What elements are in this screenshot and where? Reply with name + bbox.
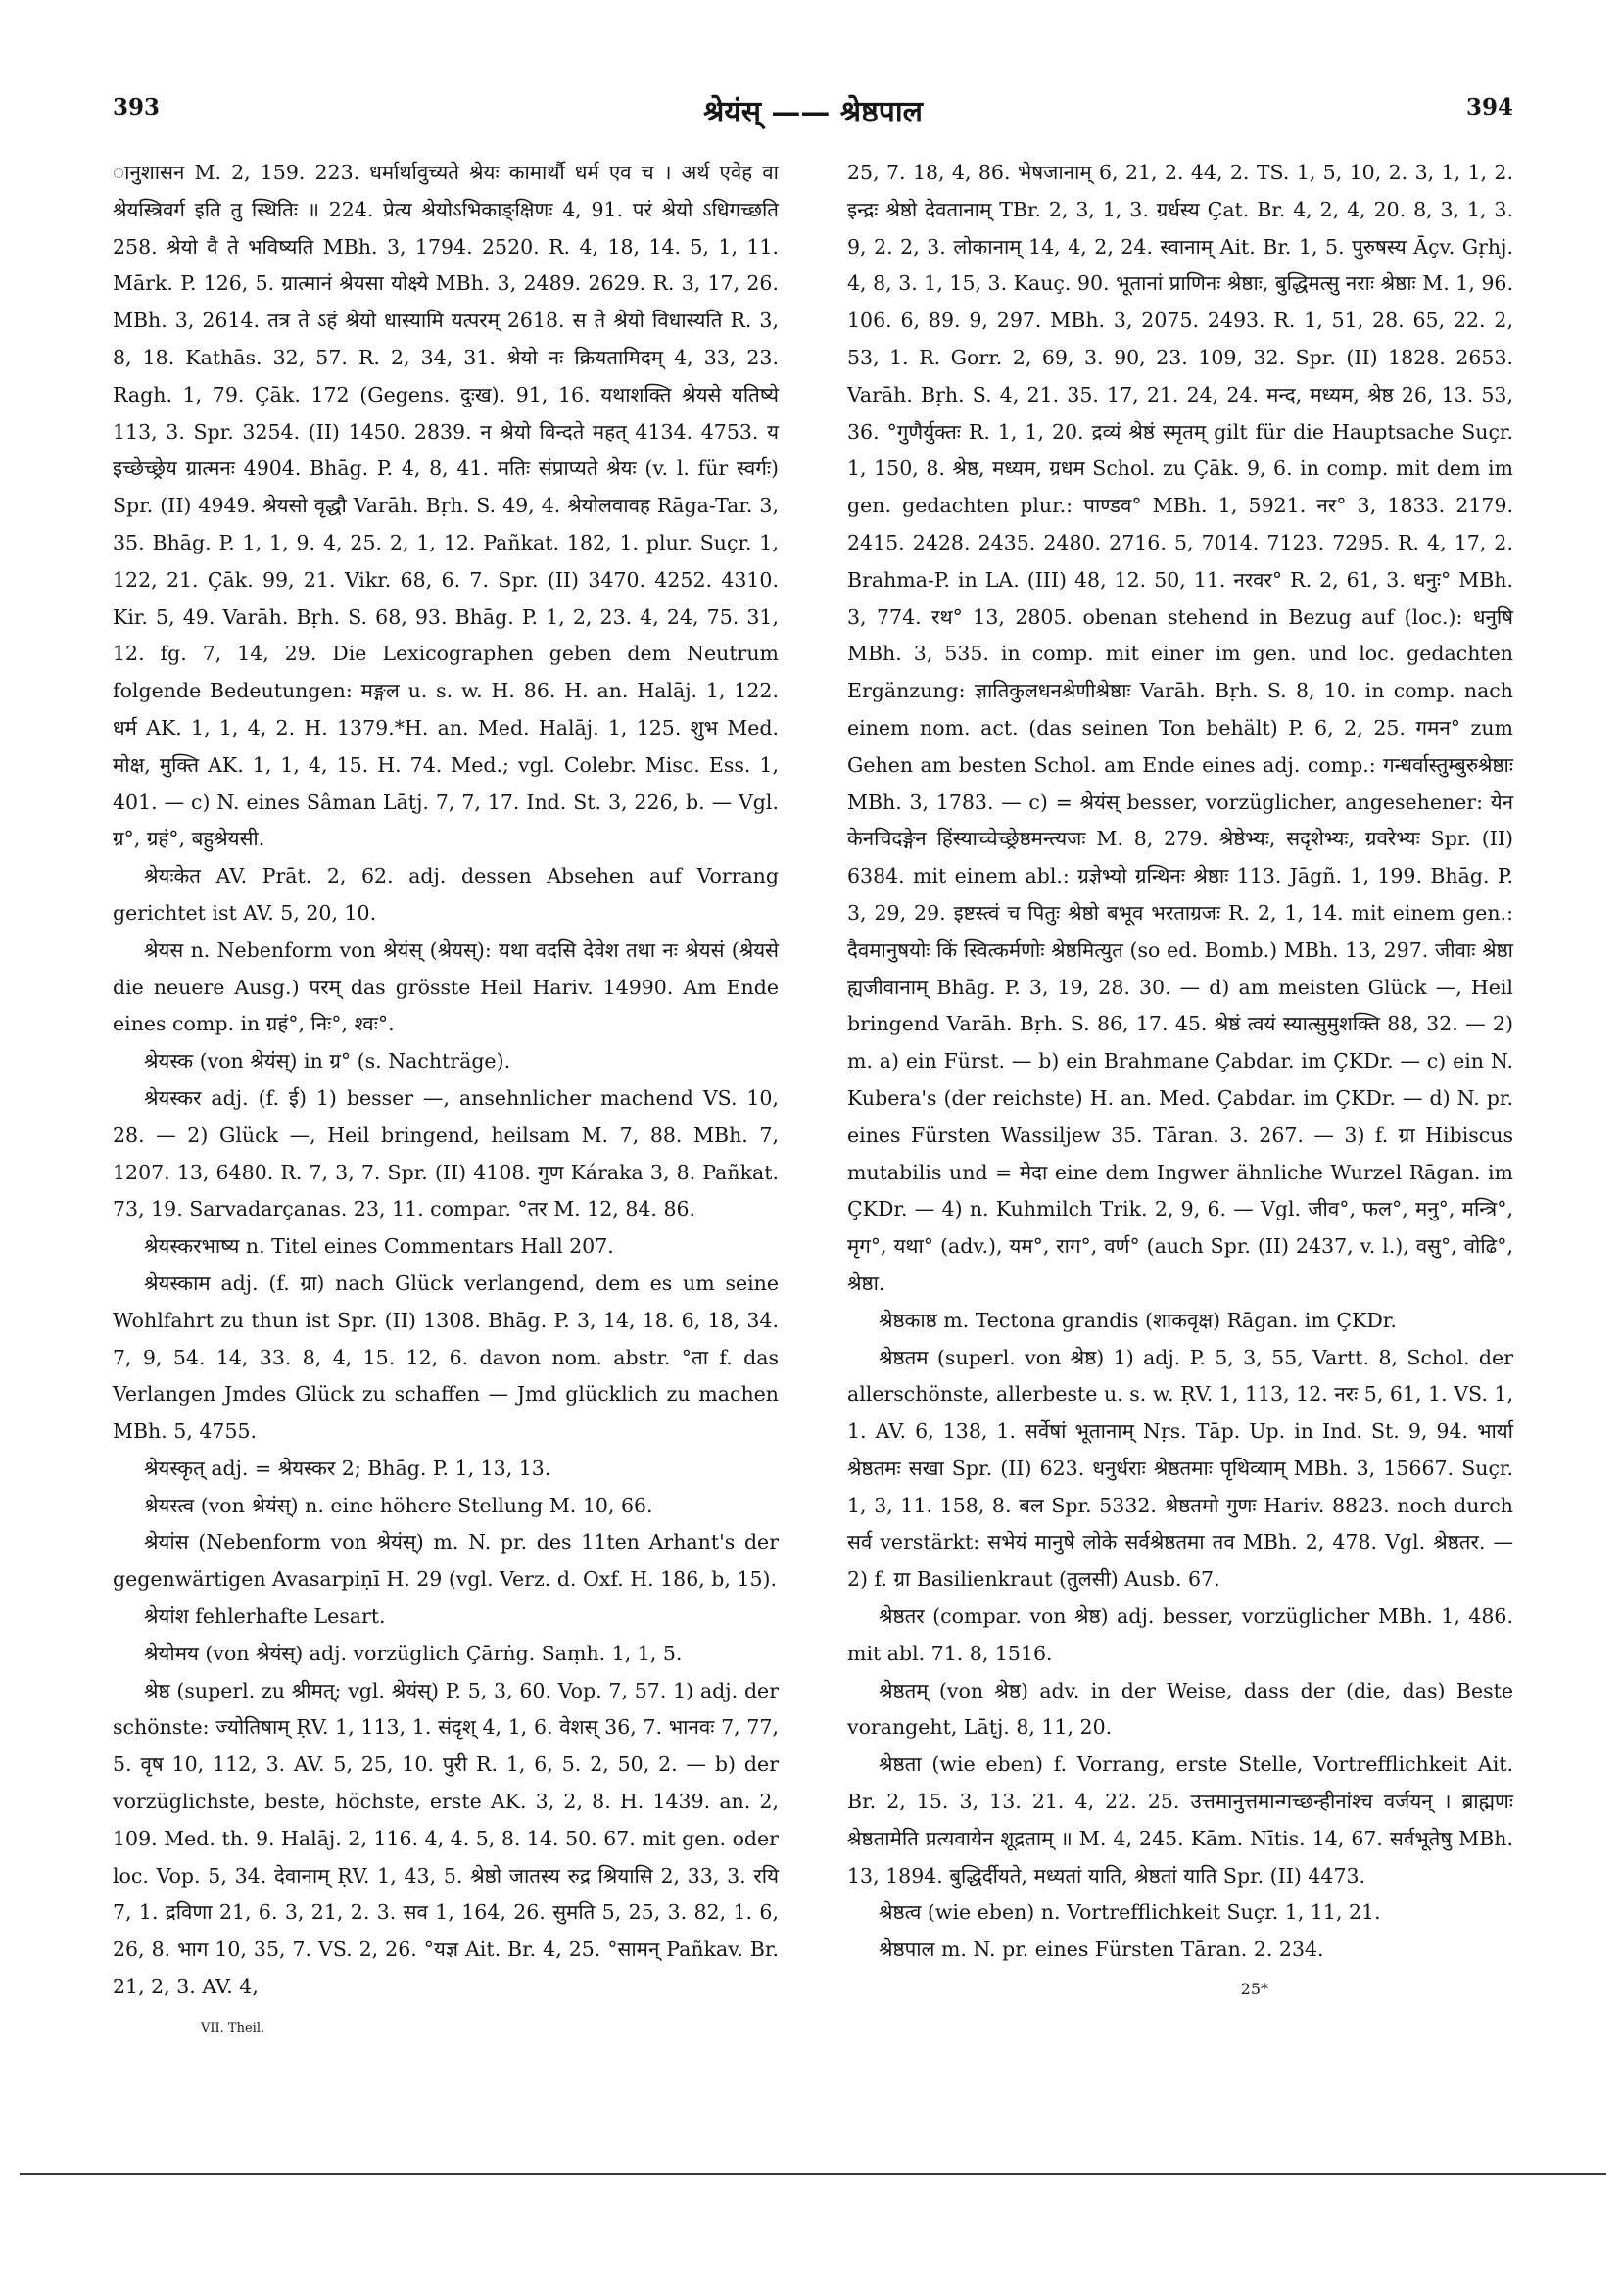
entry-shreyaskrit: श्रेयस्कृत् adj. = श्रेयस्कर 2; Bhāg. P. 1, 13, 13. bbox=[144, 1456, 551, 1480]
entry-shreyamsa: श्रेयांस (Nebenform von श्रेयंस्) m. N. pr. des 11ten Arhant's der gegenwärtigen Avasarpiṇī H. 29 (vgl. Verz. d. Oxf. H. 186, b, 15). bbox=[113, 1530, 779, 1592]
entry-shreyastva: श्रेयस्त्व (von श्रेयंस्) n. eine höhere Stellung M. 10, 66. bbox=[144, 1493, 653, 1517]
entry-shreyaskama: श्रेयस्काम adj. (f. ग्रा) nach Glück verlangend, dem es um seine Wohlfahrt zu thun ist Spr. (II) 1308. Bhāg. P. 3, 14, 18. 6, 18, 34. 7, 9, 54. 14, 33. 8, 4, 15. 12, 6. davon nom. abstr. °ता f. das Verlangen Jmdes Glück zu schaffen — Jmd glücklich zu machen MBh. 5, 4755. bbox=[113, 1270, 779, 1444]
entry-shreyomaya: श्रेयोमय (von श्रेयंस्) adj. vorzüglich Çārṅg. Saṃh. 1, 1, 5. bbox=[144, 1641, 683, 1665]
entry-shreyamsha: श्रेयांश fehlerhafte Lesart. bbox=[144, 1604, 386, 1629]
page-number-left: 393 bbox=[113, 94, 161, 120]
running-title: श्रेयंस् —— श्रेष्ठपाल bbox=[703, 95, 923, 129]
entry-shreshthapala: श्रेष्ठपाल m. N. pr. eines Fürsten Tāran. 2. 234. bbox=[879, 1937, 1324, 1962]
signature-number: 25* bbox=[1240, 1980, 1268, 1999]
entry-shreshthata: श्रेष्ठता (wie eben) f. Vorrang, erste Stelle, Vortrefflichkeit Ait. Br. 2, 15. 3, 13. 21. 4, 22. 25. उत्तमानुत्तमान्गच्छन्हीनांश्च वर्जयन् । ब्राह्मणः श्रेष्ठतामेति प्रत्यवायेन शूद्रताम् ॥ M. 4, 245. Kām. Nītis. 14, 67. सर्वभूतेषु MBh. 13, 1894. बुद्धिर्दीयते, मध्यतां याति, श्रेष्ठतां याति Spr. (II) 4473. bbox=[847, 1752, 1513, 1888]
right-column bbox=[847, 155, 1513, 2008]
entry-shreshthatva: श्रेष्ठत्व (wie eben) n. Vortrefflichkeit Suçr. 1, 11, 21. bbox=[879, 1900, 1381, 1925]
page-header bbox=[113, 94, 1513, 153]
page-number-right: 394 bbox=[1465, 94, 1513, 120]
entry-shreshthatara: श्रेष्ठतर (compar. von श्रेष्ठ) adj. besser, vorzüglicher MBh. 1, 486. mit abl. 71. 8, 1516. bbox=[847, 1604, 1513, 1665]
entry-shreshtha: श्रेष्ठ (superl. zu श्रीमत्; vgl. श्रेयंस्) P. 5, 3, 60. Vop. 7, 57. 1) adj. der schönste: ज्योतिषाम् ṚV. 1, 113, 1. संदृश् 4, 1, 6. वेशस् 36, 7. भानवः 7, 77, 5. वृष 10, 112, 3. AV. 5, 25, 10. पुरी R. 1, 6, 5. 2, 50, 2. — b) der vorzüglichste, beste, höchste, erste AK. 3, 2, 8. H. 1439. an. 2, 109. Med. th. 9. Halāj. 2, 116. 4, 4. 5, 8. 14. 50. 67. mit gen. oder loc. Vop. 5, 34. देवानाम् ṚV. 1, 43, 5. श्रेष्ठो जातस्य रुद्र श्रियासि 2, 33, 3. रयि 7, 1. द्रविणा 21, 6. 3, 21, 2. 3. सव 1, 164, 26. सुमति 5, 25, 3. 82, 1. 6, 26, 8. भाग 10, 35, 7. VS. 2, 26. °यज्ञ Ait. Br. 4, 25. °सामन् Pañkav. Br. 21, 2, 3. AV. 4, bbox=[113, 1678, 779, 1999]
entry-continuation: ानुशासन M. 2, 159. 223. धर्मार्थावुच्यते श्रेयः कामार्थौ धर्म एव च । अर्थ एवेह वा श्रेयस्त्रिवर्ग इति तु स्थितिः ॥ 224. प्रेत्य श्रेयोऽभिकाङ्क्षिणः 4, 91. परं श्रेयो ऽधिगच्छति 258. श्रेयो वै ते भविष्यति MBh. 3, 1794. 2520. R. 4, 18, 14. 5, 1, 11. Mārk. P. 126, 5. ग्रात्मानं श्रेयसा योक्ष्ये MBh. 3, 2489. 2629. R. 3, 17, 26. MBh. 3, 2614. तत्र ते ऽहं श्रेयो धास्यामि यत्परम् 2618. स ते श्रेयो विधास्यति R. 3, 8, 18. Kathās. 32, 57. R. 2, 34, 31. श्रेयो नः क्रियतामिदम् 4, 33, 23. Ragh. 1, 79. Çāk. 172 (Gegens. दुःख). 91, 16. यथाशक्ति श्रेयसे यतिष्ये 113, 3. Spr. 3254. (II) 1450. 2839. न श्रेयो विन्दते महत् 4134. 4753. य इच्छेच्छ्रेय ग्रात्मनः 4904. Bhāg. P. 4, 8, 41. मतिः संप्राप्यते श्रेयः (v. l. für स्वर्गः) Spr. (II) 4949. श्रेयसो वृद्धौ Varāh. Bṛh. S. 49, 4. श्रेयोलवावह Rāga-Tar. 3, 35. Bhāg. P. 1, 1, 9. 4, 25. 2, 1, 12. Pañkat. 182, 1. plur. Suçr. 1, 122, 21. Çāk. 99, 21. Vikr. 68, 6. 7. Spr. (II) 3470. 4252. 4310. Kir. 5, 49. Varāh. Bṛh. S. 68, 93. Bhāg. P. 1, 2, 23. 4, 24, 75. 31, 12. fg. 7, 14, 29. Die Lexicographen geben dem Neutrum folgende Bedeutungen: मङ्गल u. s. w. H. 86. H. an. Halāj. 1, 122. धर्म AK. 1, 1, 4, 2. H. 1379.*H. an. Med. Halāj. 1, 125. शुभ Med. मोक्ष, मुक्ति AK. 1, 1, 4, 15. H. 74. Med.; vgl. Colebr. Misc. Ess. 1, 401. — c) N. eines Sâman Lāṭj. 7, 7, 17. Ind. St. 3, 226, b. — Vgl. ग्र°, ग्रहं°, बहुश्रेयसी. bbox=[113, 161, 779, 851]
left-column bbox=[113, 155, 779, 2047]
signature-mark: VII. Theil. bbox=[201, 2020, 265, 2035]
bottom-rule bbox=[20, 2173, 1606, 2175]
entry-shreyasa: श्रेयस n. Nebenform von श्रेयंस् (श्रेयस्): यथा वदसि देवेश तथा नः श्रेयसं (श्रेयसे die neuere Ausg.) परम् das grösste Heil Hariv. 14990. Am Ende eines comp. in ग्रहं°, निः°, श्वः°. bbox=[113, 937, 779, 1036]
entry-shreyaska: श्रेयस्क (von श्रेयंस्) in ग्र° (s. Nachträge). bbox=[144, 1049, 511, 1074]
entry-shreyaskarabhashya: श्रेयस्करभाष्य n. Titel eines Commentars Hall 207. bbox=[144, 1234, 614, 1259]
entry-shreyahketa: श्रेयःकेत AV. Prāt. 2, 62. adj. dessen Absehen auf Vorrang gerichtet ist AV. 5, 20, 10. bbox=[113, 864, 779, 925]
entry-shreyaskara: श्रेयस्कर adj. (f. ई) 1) besser —, ansehnlicher machend VS. 10, 28. — 2) Glück —, Heil bringend, heilsam M. 7, 88. MBh. 7, 1207. 13, 6480. R. 7, 3, 7. Spr. (II) 4108. गुण Káraka 3, 8. Pañkat. 73, 19. Sarvadarçanas. 23, 11. compar. °तर M. 12, 84. 86. bbox=[113, 1085, 779, 1221]
entry-shreshthatam-adv: श्रेष्ठतम् (von श्रेष्ठ) adv. in der Weise, dass der (die, das) Beste vorangeht, Lāṭj. 8, 11, 20. bbox=[847, 1678, 1513, 1740]
entry-shreshthakashtha: श्रेष्ठकाष्ठ m. Tectona grandis (शाकवृक्ष) Rāgan. im ÇKDr. bbox=[879, 1308, 1397, 1332]
entry-shreshtha-continuation: 25, 7. 18, 4, 86. भेषजानाम् 6, 21, 2. 44, 2. TS. 1, 5, 10, 2. 3, 1, 1, 2. इन्द्रः श्रेष्ठो देवतानाम् TBr. 2, 3, 1, 3. ग्रर्धस्य Çat. Br. 4, 2, 4, 20. 8, 3, 1, 3. 9, 2. 2, 3. लोकानाम् 14, 4, 2, 24. स्वानाम् Ait. Br. 1, 5. पुरुषस्य Āçv. Gṛhj. 4, 8, 3. 1, 15, 3. Kauç. 90. भूतानां प्राणिनः श्रेष्ठाः, बुद्धिमत्सु नराः श्रेष्ठाः M. 1, 96. 106. 6, 89. 9, 297. MBh. 3, 2075. 2493. R. 1, 51, 28. 65, 22. 2, 53, 1. R. Gorr. 2, 69, 3. 90, 23. 109, 32. Spr. (II) 1828. 2653. Varāh. Bṛh. S. 4, 21. 35. 17, 21. 24, 24. मन्द, मध्यम, श्रेष्ठ 26, 13. 53, 36. °गुणैर्युक्तः R. 1, 1, 20. द्रव्यं श्रेष्ठं स्मृतम् gilt für die Hauptsache Suçr. 1, 150, 8. श्रेष्ठ, मध्यम, ग्रधम Schol. zu Çāk. 9, 6. in comp. mit dem im gen. gedachten plur.: पाण्डव° MBh. 1, 5921. नर° 3, 1833. 2179. 2415. 2428. 2435. 2480. 2716. 5, 7014. 7123. 7295. R. 4, 17, 2. Brahma-P. in LA. (III) 48, 12. 50, 11. नरवर° R. 2, 61, 3. धनुः° MBh. 3, 774. रथ° 13, 2805. obenan stehend in Bezug auf (loc.): धनुषि MBh. 3, 535. in comp. mit einer im gen. und loc. gedachten Ergänzung: ज्ञातिकुलधनश्रेणीश्रेष्ठाः Varāh. Bṛh. S. 8, 10. in comp. nach einem nom. act. (das seinen Ton behält) P. 6, 2, 25. गमन° zum Gehen am besten Schol. am Ende eines adj. comp.: गन्धर्वास्तुम्बुरुश्रेष्ठाः MBh. 3, 1783. — c) = श्रेयंस् besser, vorzüglicher, angesehener: येन केनचिदङ्गेन हिंस्याच्चेच्छ्रेष्ठमन्त्यजः M. 8, 279. श्रेष्ठेभ्यः, सदृशेभ्यः, ग्रवरेभ्यः Spr. (II) 6384. mit einem abl.: ग्रज्ञेभ्यो ग्रन्थिनः श्रेष्ठाः 113. Jāgñ. 1, 199. Bhāg. P. 3, 29, 29. इष्टस्त्वं च पितुः श्रेष्ठो बभूव भरताग्रजः R. 2, 1, 14. mit einem gen.: दैवमानुषयोः किं स्वित्कर्मणोः श्रेष्ठमित्युत (so ed. Bomb.) MBh. 13, 297. जीवाः श्रेष्ठा ह्यजीवानाम् Bhāg. P. 3, 19, 28. 30. — d) am meisten Glück —, Heil bringend Varāh. Bṛh. S. 86, 17. 45. श्रेष्ठं त्वयं स्यात्सुमुशक्ति 88, 32. — 2) m. a) ein Fürst. — b) ein Brahmane Çabdar. im ÇKDr. — c) ein N. Kubera's (der reichste) H. an. Med. Çabdar. im ÇKDr. — d) N. pr. eines Fürsten Wassiljew 35. Tāran. 3. 267. — 3) f. ग्रा Hibiscus mutabilis und = मेदा eine dem Ingwer ähnliche Wurzel Rāgan. im ÇKDr. — 4) n. Kuhmilch Trik. 2, 9, 6. — Vgl. जीव°, फल°, मनु°, मन्त्रि°, मृग°, यथा° (adv.), यम°, राग°, वर्ण° (auch Spr. (II) 2437, v. l.), वसु°, वोढि°, श्रेष्ठा. bbox=[847, 161, 1513, 1295]
entry-shreshthatama: श्रेष्ठतम (superl. von श्रेष्ठ) 1) adj. P. 5, 3, 55, Vartt. 8, Schol. der allerschönste, allerbeste u. s. w. ṚV. 1, 113, 12. नरः 5, 61, 1. VS. 1, 1. AV. 6, 138, 1. सर्वेषां भूतानाम् Nṛs. Tāp. Up. in Ind. St. 9, 94. भार्या श्रेष्ठतमः सखा Spr. (II) 623. धनुर्धराः श्रेष्ठतमाः पृथिव्याम् MBh. 3, 15667. Suçr. 1, 3, 11. 158, 8. बल Spr. 5332. श्रेष्ठतमो गुणः Hariv. 8823. noch durch सर्व verstärkt: सभेयं मानुषे लोके सर्वश्रेष्ठतमा तव MBh. 2, 478. Vgl. श्रेष्ठतर. — 2) f. ग्रा Basilienkraut (तुलसी) Ausb. 67. bbox=[847, 1345, 1513, 1592]
